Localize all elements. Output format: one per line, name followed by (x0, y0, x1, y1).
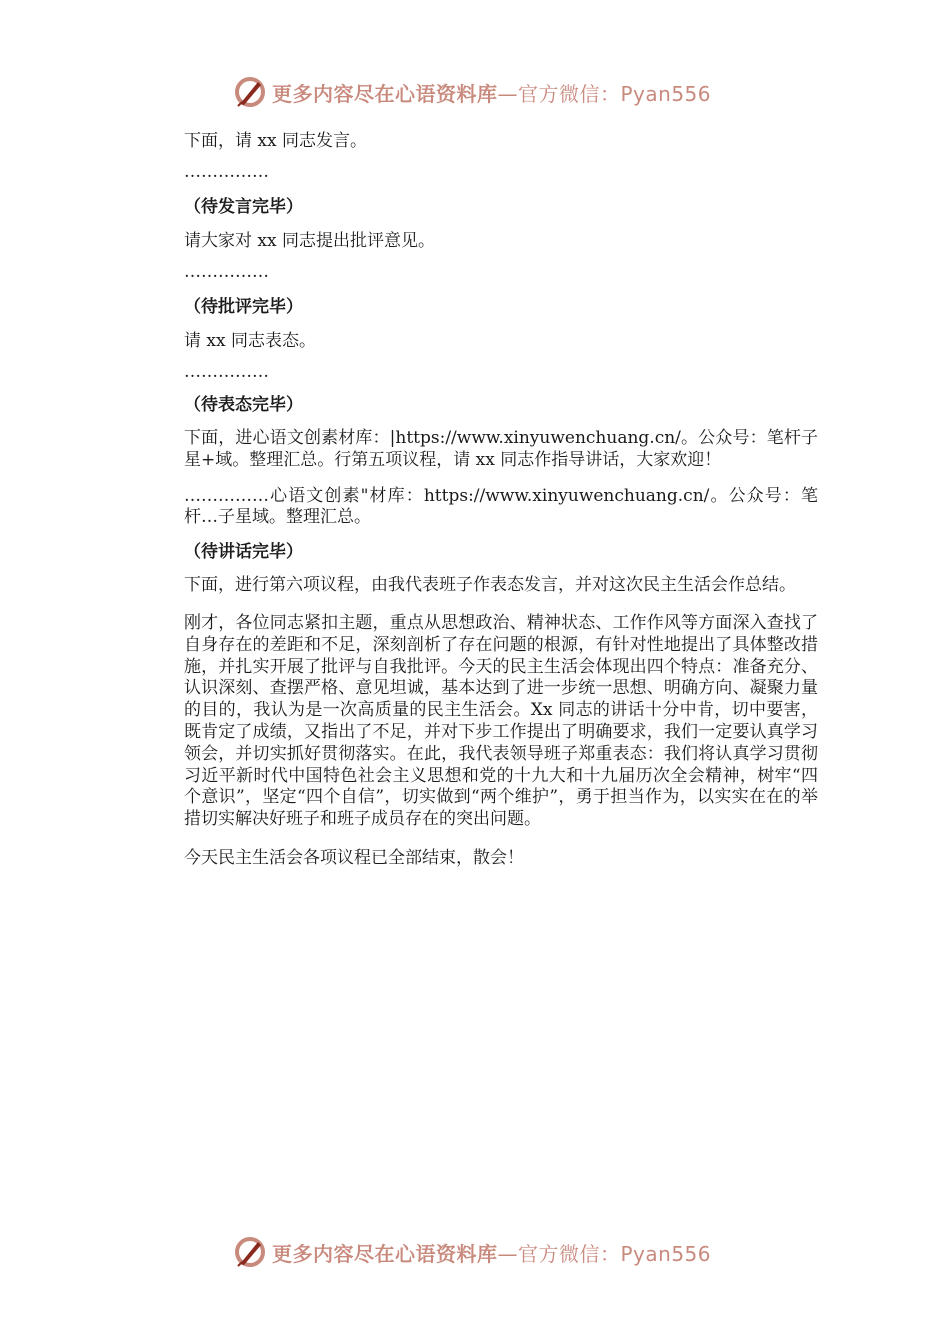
stage-note-criticism-done: （待批评完毕） (184, 297, 303, 317)
banner-text: 更多内容尽在心语资料库—官方微信：Pyan556 (272, 81, 712, 106)
document-body (184, 128, 818, 869)
paragraph-watermark-note: ……………心语文创素"材库：https://www.xinyuwenchuang.cn/。公众号：笔杆…子星域。整理汇总。 (184, 485, 818, 528)
quill-logo-icon (232, 74, 268, 110)
ellipsis-3: …………… (184, 362, 269, 382)
stage-note-speech-done: （待发言完毕） (184, 197, 303, 217)
stage-note-statement-done: （待表态完毕） (184, 395, 303, 415)
paragraph-sixth-agenda: 下面，进行第六项议程，由我代表班子作表态发言，并对这次民主生活会作总结。 (184, 575, 796, 596)
ellipsis-1: …………… (184, 162, 269, 182)
speech-line-1: 下面，请 xx 同志发言。 (184, 131, 367, 151)
footer-watermark-banner (232, 1232, 711, 1272)
paragraph-guidance-speech: 下面，进心语文创素材库：|https://www.xinyuwenchuang.cn/。公众号：笔杆子星+域。整理汇总。行第五项议程，请 xx 同志作指导讲话，大家欢迎！ (184, 428, 818, 470)
banner-text: 更多内容尽在心语资料库—官方微信：Pyan556 (272, 1241, 712, 1266)
header-watermark-banner (232, 72, 711, 112)
paragraph-closing: 今天民主生活会各项议程已全部结束，散会！ (184, 847, 524, 868)
speech-line-2: 请大家对 xx 同志提出批评意见。 (184, 231, 435, 251)
ellipsis-2: …………… (184, 262, 269, 282)
stage-note-talk-done: （待讲话完毕） (184, 542, 303, 563)
speech-line-3: 请 xx 同志表态。 (184, 331, 316, 351)
paragraph-summary: 刚才，各位同志紧扣主题，重点从思想政治、精神状态、工作作风等方面深入查找了自身存在的差距和不足，深刻剖析了存在问题的根源，有针对性地提出了具体整改措施，并扎实开展了批评与自我批评。今天的民主生活会体现出四个特点：准备充分、认识深刻、查摆严格、意见坦诚，基本达到了进一步统一思想、明确方向、凝聚力量的目的，我认为是一次高质量的民主生活会。Xx 同志的讲话十分中肯，切中要害，既肯定了成绩，又指出了不足，并对下步工作提出了明确要求，我们一定要认真学习领会，并切实抓好贯彻落实。在此，我代表领导班子郑重表态：我们将认真学习贯彻习近平新时代中国特色社会主义思想和党的十九大和十九届历次全会精神，树牢“四个意识”，坚定“四个自信”，切实做到“两个维护”，勇于担当作为，以实实在在的举措切实解决好班子和班子成员存在的突出问题。 (184, 612, 818, 830)
quill-logo-icon (232, 1234, 268, 1270)
